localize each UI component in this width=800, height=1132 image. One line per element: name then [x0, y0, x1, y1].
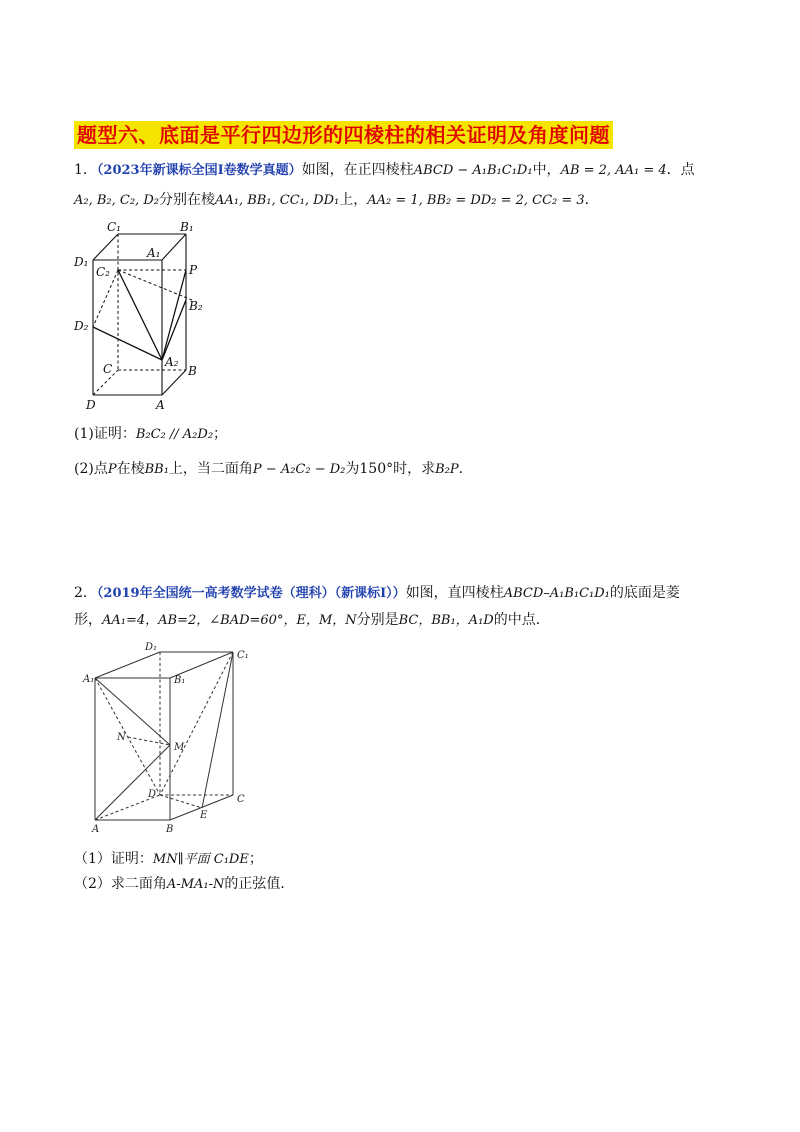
q1-label-d1: D₁ [74, 255, 89, 269]
q2-edge-a1d1 [95, 652, 160, 678]
q1-label-p: P [189, 263, 198, 277]
q1-part1-label: (1)证明： [74, 426, 136, 442]
q2-text-a: 如图，直四棱柱 [405, 585, 504, 601]
q2-part1-label: （1）证明： [74, 851, 153, 867]
q1-text-d: 分别在棱 [158, 192, 215, 208]
q1-edge-b1a1 [162, 234, 186, 260]
q2-part1-expr: MN∥平面 C₁DE [152, 852, 249, 867]
q2-text-b: 的底面是菱 [609, 585, 680, 601]
q1-label-d2: D₂ [74, 319, 89, 333]
q1-label-b: B [188, 364, 197, 378]
q2-label-d1: D₁ [145, 642, 158, 653]
q1-part2-ask: B₂P [435, 462, 459, 477]
q2-label-b: B [166, 824, 174, 835]
q2-prism: ABCD–A₁B₁C₁D₁ [503, 586, 610, 601]
q1-text-b: 中， [532, 162, 561, 178]
q2-figure [85, 640, 260, 840]
q1-text-a: 如图，在正四棱柱 [301, 162, 414, 178]
q1-seg-c2a2 [118, 270, 162, 360]
q2-seg-am [95, 745, 170, 820]
q2-label-m: M [174, 742, 185, 753]
q1-part2-angle: P − A₂C₂ − D₂ [252, 462, 346, 477]
q2-source: （2019年全国统一高考数学试卷（理科）（新课标Ⅰ）） [96, 586, 406, 601]
q2-label-b1: B₁ [174, 675, 186, 686]
q2-seg-nm [128, 737, 170, 745]
q1-label-d: D [86, 398, 96, 412]
q2-line-2 [74, 610, 550, 631]
q1-figure [70, 220, 220, 416]
section-heading: 题型六、底面是平行四边形的四棱柱的相关证明及角度问题 [74, 121, 613, 149]
q1-part2-edge: BB₁ [144, 462, 169, 477]
q1-line-2 [74, 190, 599, 211]
q2-text-c: 形， [74, 612, 102, 628]
q1-label-b2: B₂ [189, 299, 203, 313]
q1-part2-c: 上，当二面角 [168, 461, 253, 477]
q2-seg-c1d [160, 652, 233, 795]
q1-seg-c2b2 [118, 270, 192, 300]
q2-part1-end: ； [248, 851, 263, 867]
q1-prism: ABCD − A₁B₁C₁D₁ [413, 163, 533, 178]
q2-number: 2． [74, 585, 97, 601]
q1-seg-pa2 [162, 270, 186, 360]
q2-label-n: N [117, 732, 126, 743]
q2-label-a1: A₁ [83, 674, 95, 685]
q1-label-c1: C₁ [107, 220, 121, 234]
q1-part1-expr: B₂C₂ // A₂D₂ [135, 427, 214, 442]
q1-edge-d1c1 [93, 234, 118, 260]
q2-part2-b: 的正弦值． [224, 876, 295, 892]
q1-number: 1． [74, 162, 97, 178]
q1-lengths: AA₂ = 1, BB₂ = DD₂ = 2, CC₂ = 3 [367, 193, 585, 208]
q1-line-1 [74, 160, 695, 181]
q2-seg-c1e [202, 652, 233, 808]
q1-label-a: A [156, 398, 165, 412]
q2-line-1 [74, 583, 680, 604]
q2-part2-a: （2）求二面角 [74, 876, 167, 892]
q2-seg-a1n-d [95, 678, 160, 795]
q1-part2-b: 在棱 [116, 461, 145, 477]
q2-mids: BC，BB₁，A₁D [398, 613, 494, 628]
q1-seg-d2a2 [93, 327, 162, 360]
q2-text-d: 分别是 [356, 612, 399, 628]
q1-part-1 [74, 424, 227, 445]
q1-text-c: ．点 [666, 162, 695, 178]
q1-part2-d: 为150°时，求 [345, 461, 436, 477]
q2-part2-angle: A-MA₁-N [166, 877, 225, 892]
q1-edges: AA₁, BB₁, CC₁, DD₁ [214, 193, 340, 208]
q1-label-b1: B₁ [180, 220, 194, 234]
q1-label-c: C [103, 362, 113, 376]
q2-label-a: A [92, 824, 100, 835]
q1-part2-end: ． [458, 461, 473, 477]
q2-label-d: D [148, 789, 157, 800]
q1-label-a2: A₂ [165, 355, 179, 369]
q2-part-2 [74, 874, 294, 895]
q1-seg-a2b2 [162, 300, 186, 360]
q1-label-a1: A₁ [147, 246, 161, 260]
q2-text-e: 的中点． [493, 612, 550, 628]
q1-given: AB = 2, AA₁ = 4 [560, 163, 667, 178]
q2-part-1 [74, 849, 263, 870]
q2-seg-a1m [95, 678, 170, 745]
q2-label-c: C [237, 794, 245, 805]
q1-text-e: 上， [339, 192, 368, 208]
q2-label-e: E [200, 810, 208, 821]
q2-seg-de [160, 795, 202, 808]
q1-edge-ab [162, 370, 186, 395]
q1-part2-a: (2)点 [74, 461, 108, 477]
q1-part2-p: P [107, 462, 117, 477]
q1-points: A₂, B₂, C₂, D₂ [74, 193, 159, 208]
q1-text-f: ． [584, 192, 599, 208]
q1-part-2 [74, 459, 473, 480]
q2-given: AA₁=4，AB=2，∠BAD=60°，E，M，N [102, 613, 357, 628]
q1-part1-end: ； [213, 426, 228, 442]
q2-label-c1: C₁ [237, 650, 249, 661]
q1-label-c2: C₂ [96, 265, 110, 279]
q1-source: （2023年新课标全国Ⅰ卷数学真题） [96, 163, 302, 178]
